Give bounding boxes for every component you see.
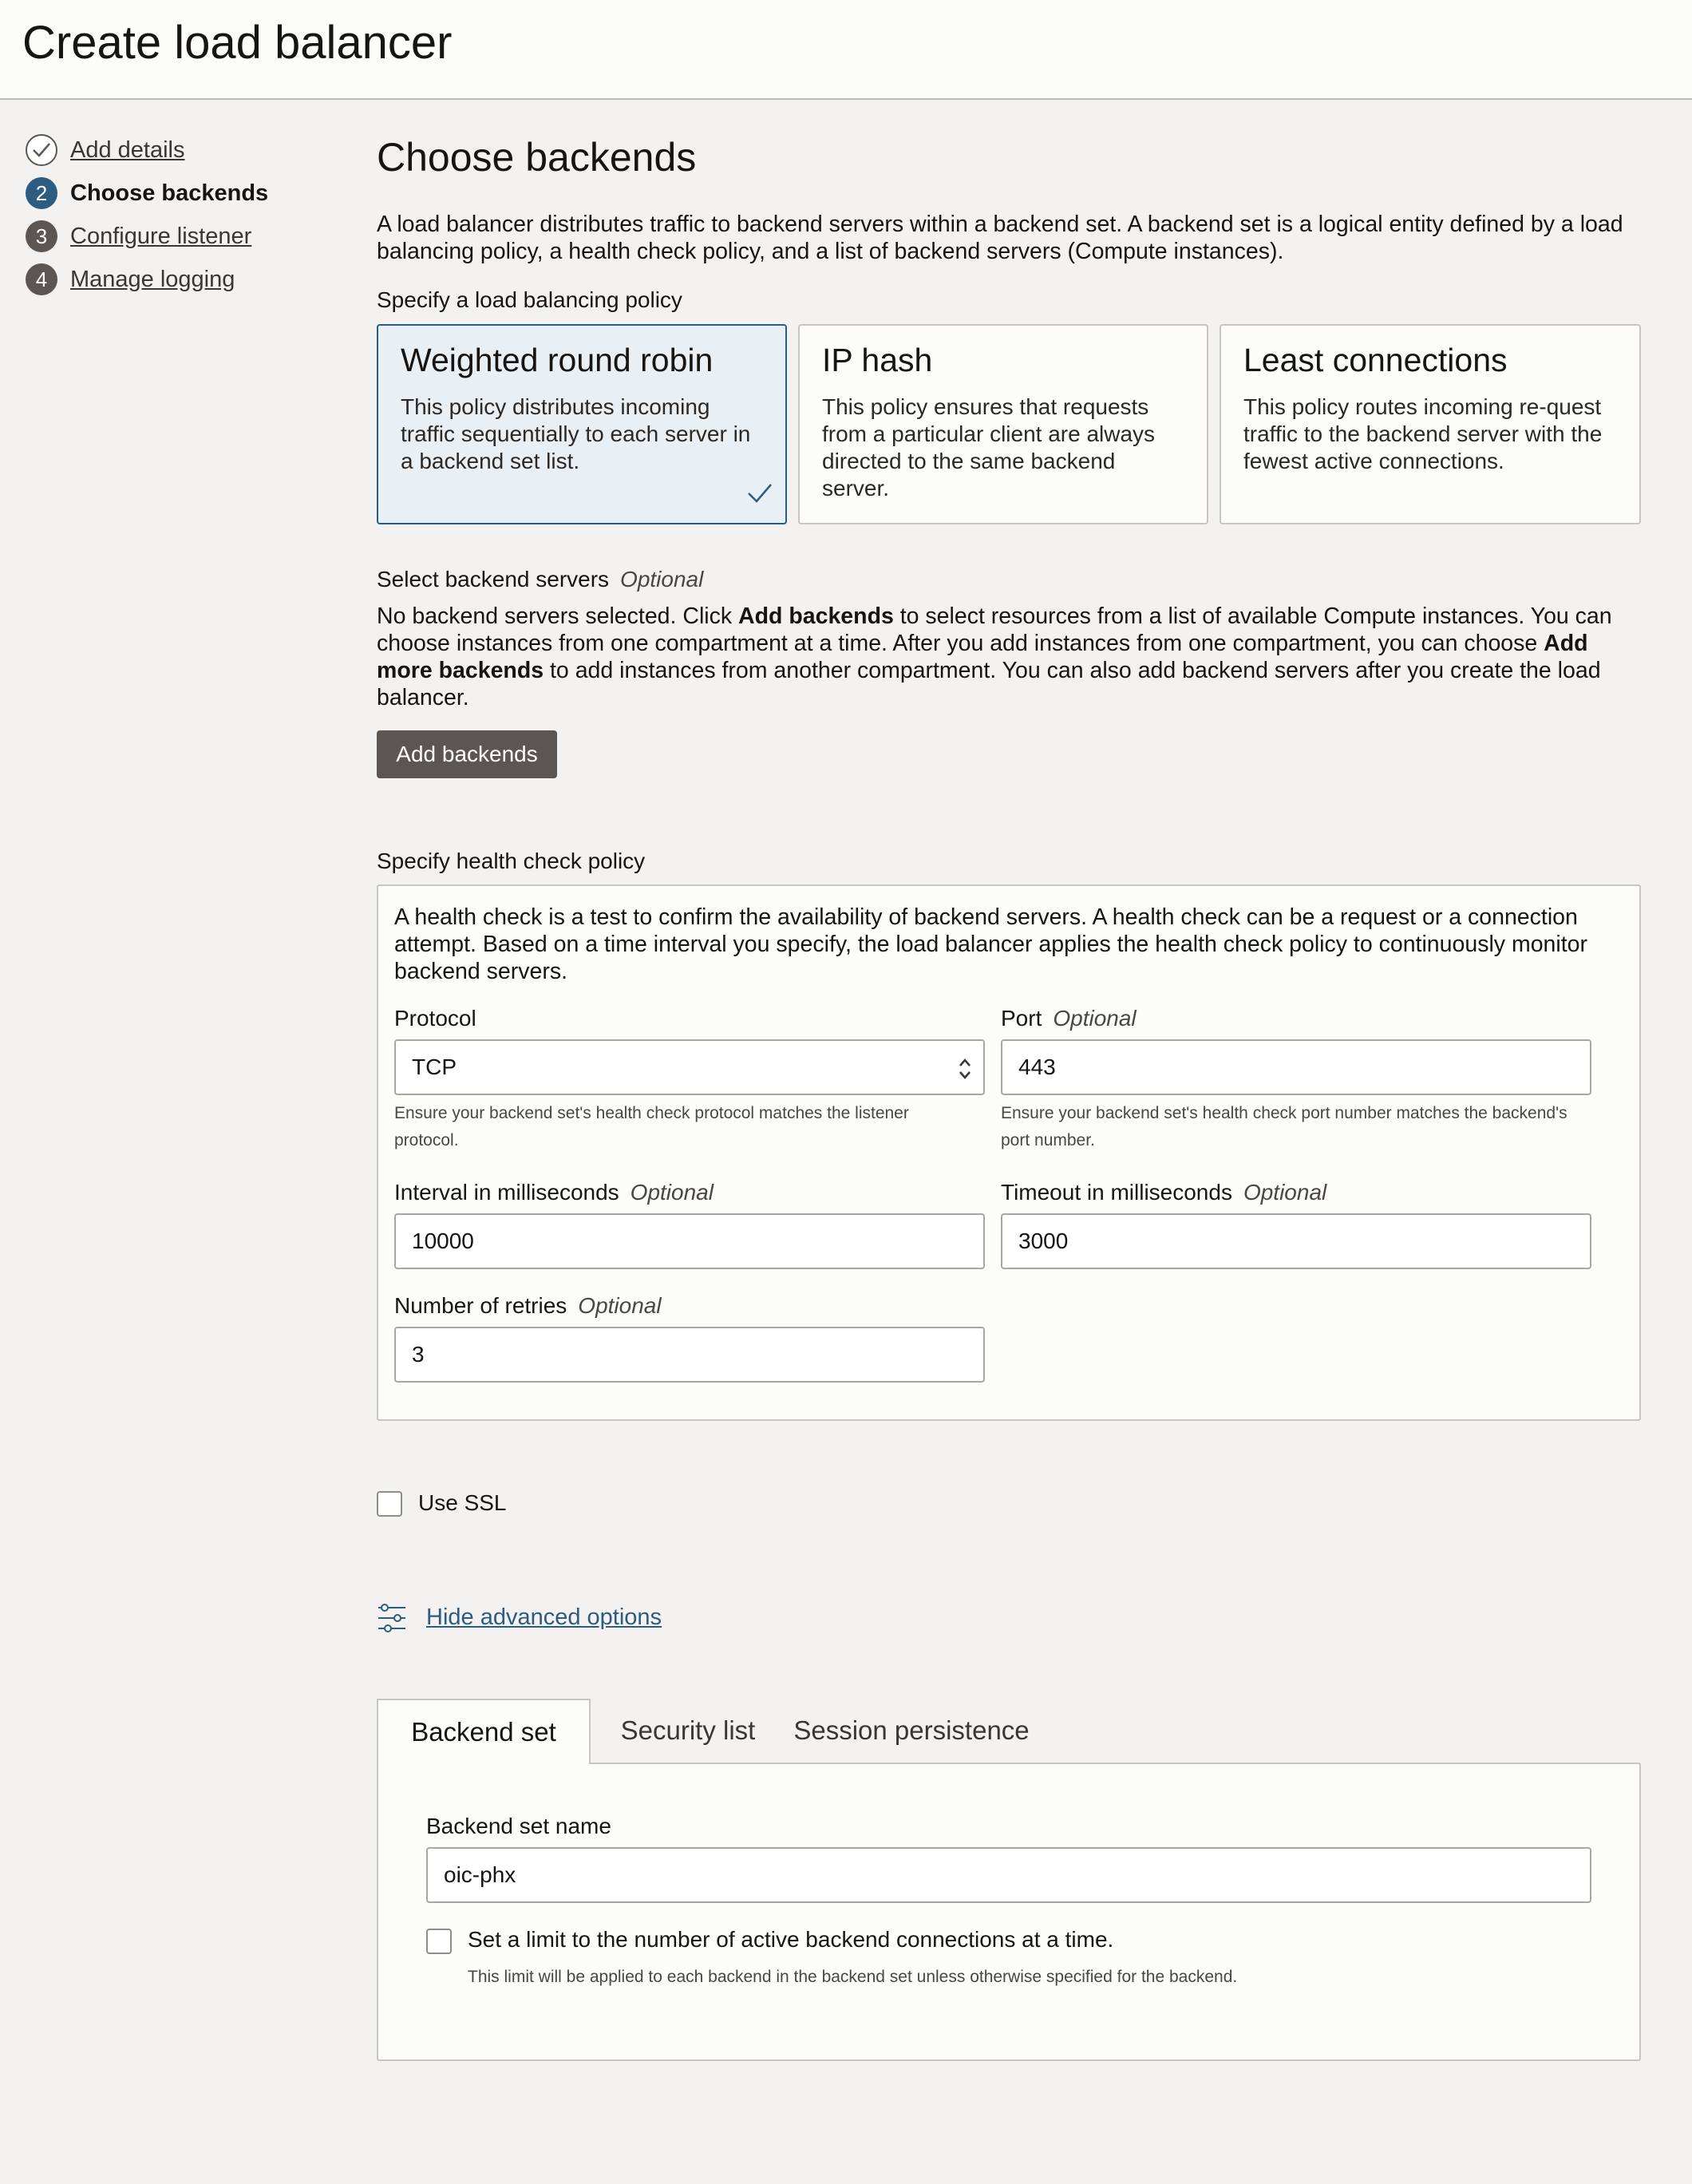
policy-desc: This policy routes incoming re-quest traffic to the backend server with the fewest active connections.	[1243, 394, 1603, 473]
interval-input[interactable]: 10000	[394, 1213, 985, 1269]
backends-bold-1: Add backends	[738, 603, 894, 629]
step-add-details[interactable]	[26, 133, 185, 168]
step-label[interactable]: Configure listener	[70, 223, 252, 249]
hide-advanced-options-link[interactable]: Hide advanced options	[426, 1604, 662, 1630]
optional-tag: Optional	[630, 1180, 714, 1205]
retries-label	[394, 1293, 662, 1319]
backends-bold-2: Add more backends	[377, 631, 1588, 683]
port-input[interactable]: 443	[1001, 1039, 1591, 1095]
protocol-select[interactable]	[394, 1039, 985, 1095]
step-number: 4	[26, 263, 57, 295]
port-label	[1001, 1006, 1137, 1031]
backends-text-2: to select resources from a list of available Compute instances. You can choose instances from one compartment at a time. After you add instances from one compartment, you can choose	[377, 603, 1612, 656]
protocol-hint: Ensure your backend set's health check protocol matches the listener protocol.	[394, 1104, 909, 1149]
policy-title: IP hash	[822, 342, 933, 378]
backends-text-3: to add instances from another compartment. You can also add backend servers after you create the load balancer.	[377, 658, 1601, 710]
backend-set-name-label: Backend set name	[426, 1814, 611, 1838]
tab-session-persistence[interactable]: Session persistence	[793, 1715, 1030, 1745]
connection-limit-hint: This limit will be applied to each backend in the backend set unless otherwise specified for the backend.	[468, 1968, 1238, 1986]
protocol-label: Protocol	[394, 1006, 476, 1031]
policy-desc: This policy ensures that requests from a particular client are always directed to the same backend server.	[822, 394, 1156, 500]
step-label: Choose backends	[70, 180, 269, 206]
tab-backend-set[interactable]: Backend set	[377, 1699, 591, 1764]
connection-limit-checkbox[interactable]	[426, 1929, 452, 1954]
checkmark-icon	[747, 482, 773, 508]
optional-tag: Optional	[578, 1293, 662, 1318]
retries-input[interactable]: 3	[394, 1327, 985, 1383]
step-configure-listener[interactable]	[26, 219, 251, 254]
select-arrows-icon	[956, 1055, 974, 1088]
backends-label	[377, 567, 703, 592]
policy-card-ip-hash[interactable]	[798, 324, 1208, 524]
policy-desc: This policy distributes incoming traffic sequentially to each server in a backend set list.	[401, 394, 751, 473]
health-check-description: A health check is a test to confirm the availability of backend servers. A health check can be a request or a connection attempt. Based on a time interval you specify, the load balancer applies the health check policy to continuously monitor backend servers.	[394, 904, 1587, 984]
health-check-label: Specify health check policy	[377, 849, 646, 873]
step-number: 2	[26, 177, 57, 209]
step-number: 3	[26, 220, 57, 252]
timeout-label-text: Timeout in milliseconds	[1001, 1180, 1232, 1205]
health-check-panel	[377, 884, 1641, 1421]
policy-card-weighted-round-robin[interactable]	[377, 324, 787, 524]
sliders-icon	[377, 1603, 407, 1637]
tab-panel-backend-set	[377, 1763, 1641, 2061]
step-manage-logging[interactable]	[26, 262, 235, 297]
optional-tag: Optional	[1243, 1180, 1327, 1205]
tab-security-list[interactable]: Security list	[620, 1715, 756, 1745]
intro-text: A load balancer distributes traffic to backend servers within a backend set. A backend set is a logical entity defined by a load balancing policy, a health check policy, and a list of backend servers (Compute instances).	[377, 212, 1623, 264]
add-backends-button[interactable]: Add backends	[377, 730, 557, 778]
use-ssl-label: Use SSL	[418, 1490, 507, 1515]
check-circle-icon	[26, 134, 57, 166]
backends-text-1: No backend servers selected. Click	[377, 603, 739, 629]
timeout-input[interactable]: 3000	[1001, 1213, 1591, 1269]
interval-label-text: Interval in milliseconds	[394, 1180, 619, 1205]
connection-limit-label: Set a limit to the number of active backend connections at a time.	[468, 1927, 1114, 1952]
step-choose-backends	[26, 176, 268, 211]
page-header	[0, 0, 1692, 100]
step-label[interactable]: Manage logging	[70, 266, 235, 292]
policy-card-least-connections[interactable]	[1220, 324, 1641, 524]
policy-title: Least connections	[1243, 342, 1508, 378]
timeout-label	[1001, 1180, 1326, 1205]
backend-set-name-input[interactable]: oic-phx	[426, 1847, 1591, 1903]
retries-label-text: Number of retries	[394, 1293, 567, 1318]
step-label[interactable]: Add details	[70, 136, 185, 163]
backends-label-text: Select backend servers	[377, 567, 610, 592]
section-heading: Choose backends	[377, 135, 697, 180]
optional-tag: Optional	[1053, 1006, 1137, 1031]
use-ssl-checkbox[interactable]	[377, 1491, 402, 1517]
optional-tag: Optional	[620, 567, 704, 592]
protocol-value: TCP	[412, 1054, 457, 1079]
interval-label	[394, 1180, 714, 1205]
backends-description	[377, 603, 1638, 711]
policy-title: Weighted round robin	[401, 342, 714, 378]
page-title: Create load balancer	[22, 17, 453, 69]
policy-label: Specify a load balancing policy	[377, 287, 682, 312]
port-hint: Ensure your backend set's health check port number matches the backend's port number.	[1001, 1104, 1567, 1149]
port-label-text: Port	[1001, 1006, 1042, 1031]
